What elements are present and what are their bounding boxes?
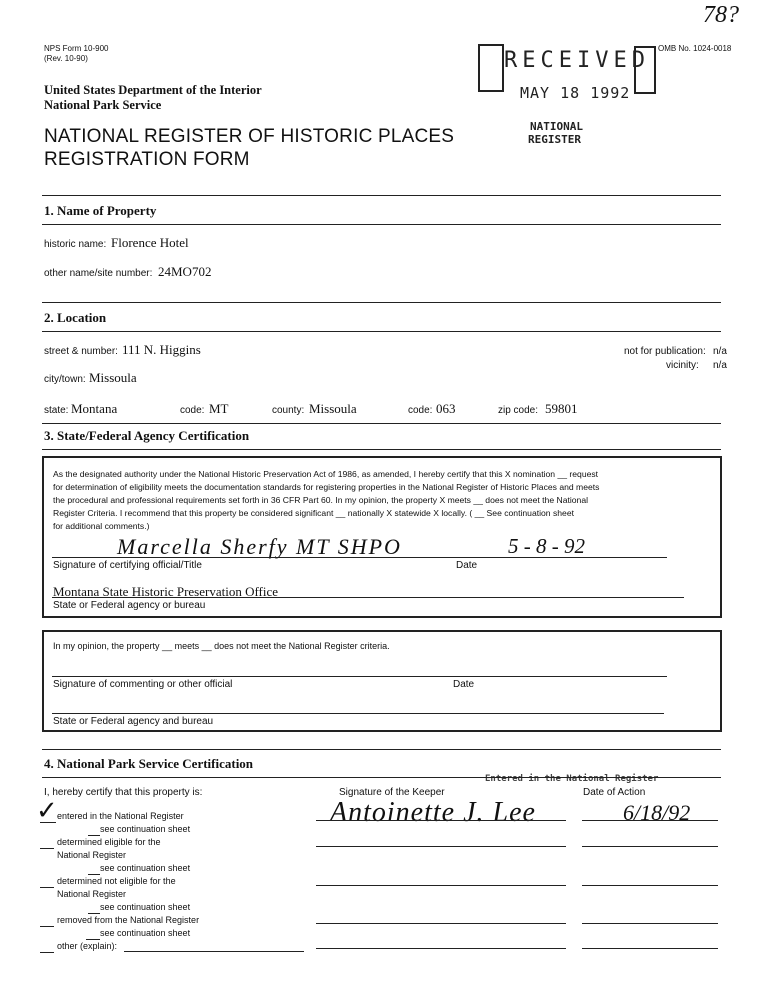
status-removed: removed from the National Register bbox=[57, 915, 200, 925]
state-code-value: MT bbox=[209, 401, 229, 416]
status-eligible-2: National Register bbox=[57, 850, 127, 860]
department-name: United States Department of the Interior bbox=[44, 83, 262, 97]
section2-top-rule bbox=[42, 302, 721, 303]
cert-line: As the designated authority under the National Historic Preservation Act of 1986, as amended, I hereby certify that this X nomination __ request bbox=[53, 469, 599, 479]
date-of-action-label: Date of Action bbox=[583, 787, 646, 798]
cert-line: for additional comments.) bbox=[53, 521, 150, 531]
cert-line: for determination of eligibility meets the documentation standards for registering properties in the National Register of Historic Places and meets bbox=[53, 482, 600, 492]
status-other: other (explain): bbox=[57, 941, 118, 951]
action-line-3 bbox=[582, 885, 718, 886]
state-value: Montana bbox=[71, 401, 118, 416]
section2-header-rule bbox=[42, 331, 721, 332]
not-for-publication-value: n/a bbox=[713, 346, 727, 357]
continuation-3: see continuation sheet bbox=[100, 902, 191, 912]
section2-header: 2. Location bbox=[44, 310, 107, 325]
stamp-register: REGISTER bbox=[528, 133, 581, 146]
county-code-label: code: bbox=[408, 405, 433, 416]
sub-blank-1 bbox=[88, 835, 100, 836]
zip-label: zip code: bbox=[498, 405, 539, 416]
section4-header: 4. National Park Service Certification bbox=[44, 756, 254, 771]
entered-stamp: Entered in the National Register bbox=[485, 774, 659, 784]
check-blank-5 bbox=[40, 952, 54, 953]
keeper-line-4 bbox=[316, 923, 566, 924]
check-blank-4 bbox=[40, 926, 54, 927]
state-label: state: bbox=[44, 405, 69, 416]
street-label: street & number: bbox=[44, 346, 118, 357]
check-blank-3 bbox=[40, 887, 54, 888]
city-label: city/town: bbox=[44, 374, 86, 385]
comment-date-label: Date bbox=[453, 679, 475, 690]
checkmark-icon: ✓ bbox=[36, 796, 58, 825]
certify-label: I, hereby certify that this property is: bbox=[44, 787, 203, 798]
county-code-value: 063 bbox=[436, 401, 456, 416]
comment-agency-line bbox=[52, 713, 664, 714]
action-line-5 bbox=[582, 948, 718, 949]
street-value: 111 N. Higgins bbox=[122, 342, 201, 357]
agency-line bbox=[52, 597, 684, 598]
vicinity-label: vicinity: bbox=[666, 360, 699, 371]
agency-value: Montana State Historic Preservation Office bbox=[53, 584, 279, 599]
section1-top-rule bbox=[42, 195, 721, 196]
received-stamp-date: MAY 18 1992 bbox=[520, 84, 631, 102]
form-title-line1: NATIONAL REGISTER OF HISTORIC PLACES bbox=[44, 126, 455, 147]
service-name: National Park Service bbox=[44, 98, 162, 112]
state-code-label: code: bbox=[180, 405, 205, 416]
section1-header-rule bbox=[42, 224, 721, 225]
cert-line: the procedural and professional requirements set forth in 36 CFR Part 60. In my opinion, the property X meets __ does not meet the National bbox=[53, 495, 589, 505]
form-revision: (Rev. 10-90) bbox=[44, 54, 88, 63]
section3-top-rule bbox=[42, 423, 721, 424]
not-for-publication-label: not for publication: bbox=[624, 346, 706, 357]
certification-date: 5 - 8 - 92 bbox=[508, 534, 585, 558]
sub-blank-2 bbox=[88, 874, 100, 875]
county-label: county: bbox=[272, 405, 305, 416]
zip-value: 59801 bbox=[545, 401, 578, 416]
comment-signature-label: Signature of commenting or other official bbox=[53, 679, 233, 690]
opinion-statement: In my opinion, the property __ meets __ does not meet the National Register criteria. bbox=[53, 641, 390, 651]
other-explain-line bbox=[124, 951, 304, 952]
keeper-signature: Antoinette J. Lee bbox=[330, 797, 536, 828]
signature-label: Signature of certifying official/Title bbox=[53, 560, 202, 571]
cert-line: Register Criteria. I recommend that this property be considered significant __ nationally X statewide X locally. ( __ See continuation sheet bbox=[53, 508, 574, 518]
continuation-1: see continuation sheet bbox=[100, 824, 191, 834]
comment-signature-line bbox=[52, 676, 667, 677]
historic-name-label: historic name: bbox=[44, 239, 107, 250]
check-blank-1 bbox=[40, 822, 56, 823]
form-number: NPS Form 10-900 bbox=[44, 44, 109, 53]
sub-blank-4 bbox=[86, 939, 100, 940]
status-entered: entered in the National Register bbox=[57, 811, 184, 821]
keeper-line-3 bbox=[316, 885, 566, 886]
vicinity-value: n/a bbox=[713, 360, 727, 371]
stamp-national: NATIONAL bbox=[530, 120, 583, 133]
section3-header: 3. State/Federal Agency Certification bbox=[44, 428, 250, 443]
county-value: Missoula bbox=[309, 401, 357, 416]
keeper-line-1 bbox=[316, 820, 566, 821]
sub-blank-3 bbox=[88, 913, 100, 914]
omb-number: OMB No. 1024-0018 bbox=[658, 44, 732, 53]
signature-line bbox=[52, 557, 667, 558]
agency-label: State or Federal agency or bureau bbox=[53, 600, 206, 611]
check-blank-2 bbox=[40, 848, 54, 849]
status-not-eligible: determined not eligible for the bbox=[57, 876, 176, 886]
section1-header: 1. Name of Property bbox=[44, 203, 157, 218]
city-value: Missoula bbox=[89, 370, 137, 385]
section3-header-rule bbox=[42, 449, 721, 450]
received-stamp-text: RECEIVED bbox=[504, 48, 650, 73]
form-title-line2: REGISTRATION FORM bbox=[44, 149, 250, 170]
continuation-2: see continuation sheet bbox=[100, 863, 191, 873]
corner-handwritten-note: 78? bbox=[703, 2, 739, 28]
other-name-label: other name/site number: bbox=[44, 268, 153, 279]
action-date: 6/18/92 bbox=[623, 800, 691, 825]
date-label: Date bbox=[456, 560, 478, 571]
action-line-1 bbox=[582, 820, 718, 821]
continuation-4: see continuation sheet bbox=[100, 928, 191, 938]
action-line-2 bbox=[582, 846, 718, 847]
keeper-line-5 bbox=[316, 948, 566, 949]
historic-name-value: Florence Hotel bbox=[111, 235, 189, 250]
section4-top-rule bbox=[42, 749, 721, 750]
status-not-eligible-2: National Register bbox=[57, 889, 127, 899]
action-line-4 bbox=[582, 923, 718, 924]
keeper-line-2 bbox=[316, 846, 566, 847]
other-name-value: 24MO702 bbox=[158, 264, 212, 279]
status-eligible: determined eligible for the bbox=[57, 837, 161, 847]
comment-agency-label: State or Federal agency and bureau bbox=[53, 716, 214, 727]
certification-statement bbox=[53, 468, 599, 533]
keeper-label: Signature of the Keeper bbox=[339, 787, 445, 798]
certifying-official-signature: Marcella Sherfy MT SHPO bbox=[117, 534, 402, 559]
